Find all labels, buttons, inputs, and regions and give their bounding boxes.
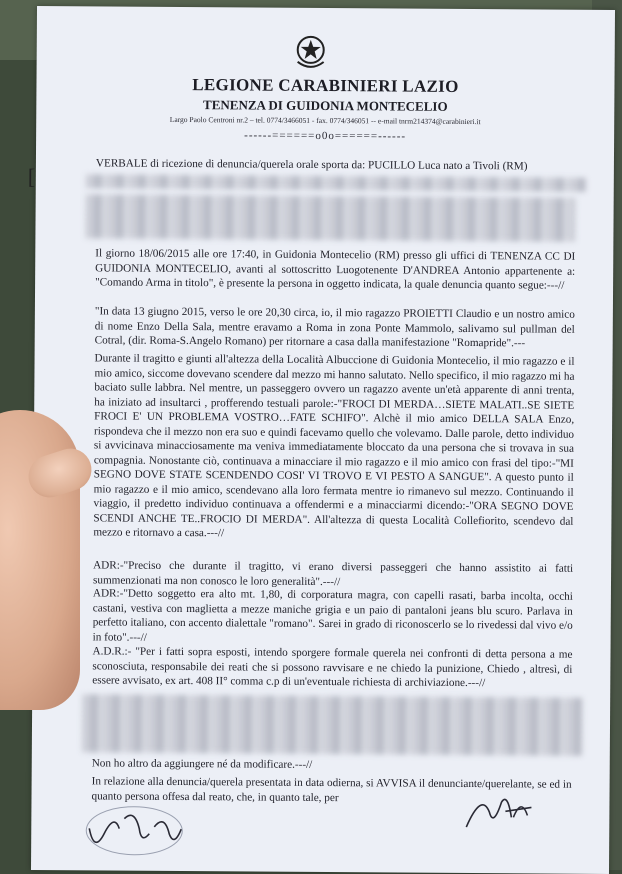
paragraph-7: Non ho altro da aggiungere né da modificare.---// — [91, 757, 313, 771]
paragraph-4: ADR:-"Preciso che durante il tragitto, vi erano diversi passeggeri che hanno assistito ai fatti summenzionati ma non conosco le loro generalità".---// — [92, 559, 574, 588]
header-contacts: Largo Paolo Centroni nr.2 – tel. 0774/3466051 - fax. 0774/346051 -- e-mail tnrm214374@carabinieri.it — [169, 114, 481, 127]
intro-line: VERBALE di ricezione di denuncia/querela orale sporta da: PUCILLO Luca nato a Tivoli (RM) — [95, 157, 528, 173]
paragraph-3: Durante il tragitto e giunti all'altezza della Località Albuccione di Guidonia Montecelio, il mio ragazzo e il mio amico, siccome dovevano scendere dal mezzo mi hanno salutato. Nello specifico, il mio ragazzo mi ha baciato sulle labbra. Nel mentre, un passeggero ovvero un ragazzo avente un'età apparente di anni trenta, ha iniziato ad insultarci , profferendo testuali parole:-"FROCI DI MERDA…SIETE MALATI..SE SIETE FROCI E' UN PROBLEMA VOSTRO…FATE SCHIFO". Alchè il mio amico DELLA SALA Enzo, rispondeva che il mezzo non era suo e quindi facevamo quello che volevamo. Dalle parole, detto individuo si avvicinava minacciosamente ma veniva immediatamente bloccato da una persona che si trovava in sua compagnia. Nonostante ciò, continuava a minacciare il mio ragazzo e il mio amico con frasi del tipo:-"MI SEGNO DOVE STATE SCENDENDO COSI' VI TROVO E VI PESTO A SANGUE". A questo punto il mio ragazzo e il mio amico, scendevano alla loro fermata mentre io rimanevo sul mezzo. Continuando il viaggio, il predetto individuo continuava a offendermi e a minacciarmi dicendo:-"ORA SEGNO DOVE SCENDI ANCHE TE..FROCIO DI MERDA". All'altezza di questa Località Collefiorito, scendevo dal mezzo e ritornavo a casa.---// — [93, 352, 575, 540]
redacted-block — [86, 174, 586, 191]
redacted-block — [82, 694, 582, 755]
redacted-block — [85, 194, 575, 241]
paragraph-1: Il giorno 18/06/2015 alle ore 17:40, in Guidonia Montecelio (RM) presso gli uffici di TENENZA CC DI GUIDONIA MONTECELIO, avanti al sottoscritto Luogotenente D'ANDREA Antonio appartenente a: "Comando Arma in titolo", è presente la persona in oggetto indicata, la quale denuncia quanto segue:---// — [95, 247, 576, 292]
paragraph-8: In relazione alla denuncia/querela presentata in data odierna, si AVVISA il denunciante/querelante, se ed in quanto persona offesa dal reato, che, in quanto tale, per — [91, 775, 572, 804]
paragraph-6: A.D.R.:- "Per i fatti sopra esposti, intendo sporgere formale querela nei confronti di detta persona a me sconosciuta, responsabile dei reati che si possono ravvisare e ne chiedo la punizione, Chiedo , altresì, di essere avvisato, ex art. 408 II° comma c.p di un'eventuale richiesta di archiviazione.---// — [92, 645, 573, 690]
paragraph-2: "In data 13 giugno 2015, verso le ore 20,30 circa, io, il mio ragazzo PROIETTI Claudio e un nostro amico di nome Enzo Della Sala, mentre eravamo a Roma in zona Ponte Mammolo, salivamo sul pullman del Cotral, (dir. Roma-S.Angelo Romano) per ritornare a casa dalla manifestazione "Romapride".--- — [94, 305, 575, 350]
paragraph-5: ADR:-"Detto soggetto era alto mt. 1,80, di corporatura magra, con capelli rasati, barba incolta, occhi castani, vestiva con maglietta a mezze maniche grigia e un paio di pantaloni jeans blu scuro. Parlava in perfetto italiano, con accento dialettale "romano". Sarei in grado di riconoscerlo se lo rivedessi dal vivo e/o in foto".---// — [92, 587, 573, 644]
header-title: LEGIONE CARABINIERI LAZIO — [192, 75, 459, 96]
margin-bracket: [ — [27, 163, 36, 189]
republic-emblem-icon — [294, 32, 328, 70]
header-subtitle: TENENZA DI GUIDONIA MONTECELIO — [203, 97, 448, 114]
header-divider: ------======o0o======------ — [244, 129, 407, 143]
signature-right — [461, 787, 541, 838]
signature-left — [79, 798, 189, 859]
document-page — [27, 6, 615, 874]
